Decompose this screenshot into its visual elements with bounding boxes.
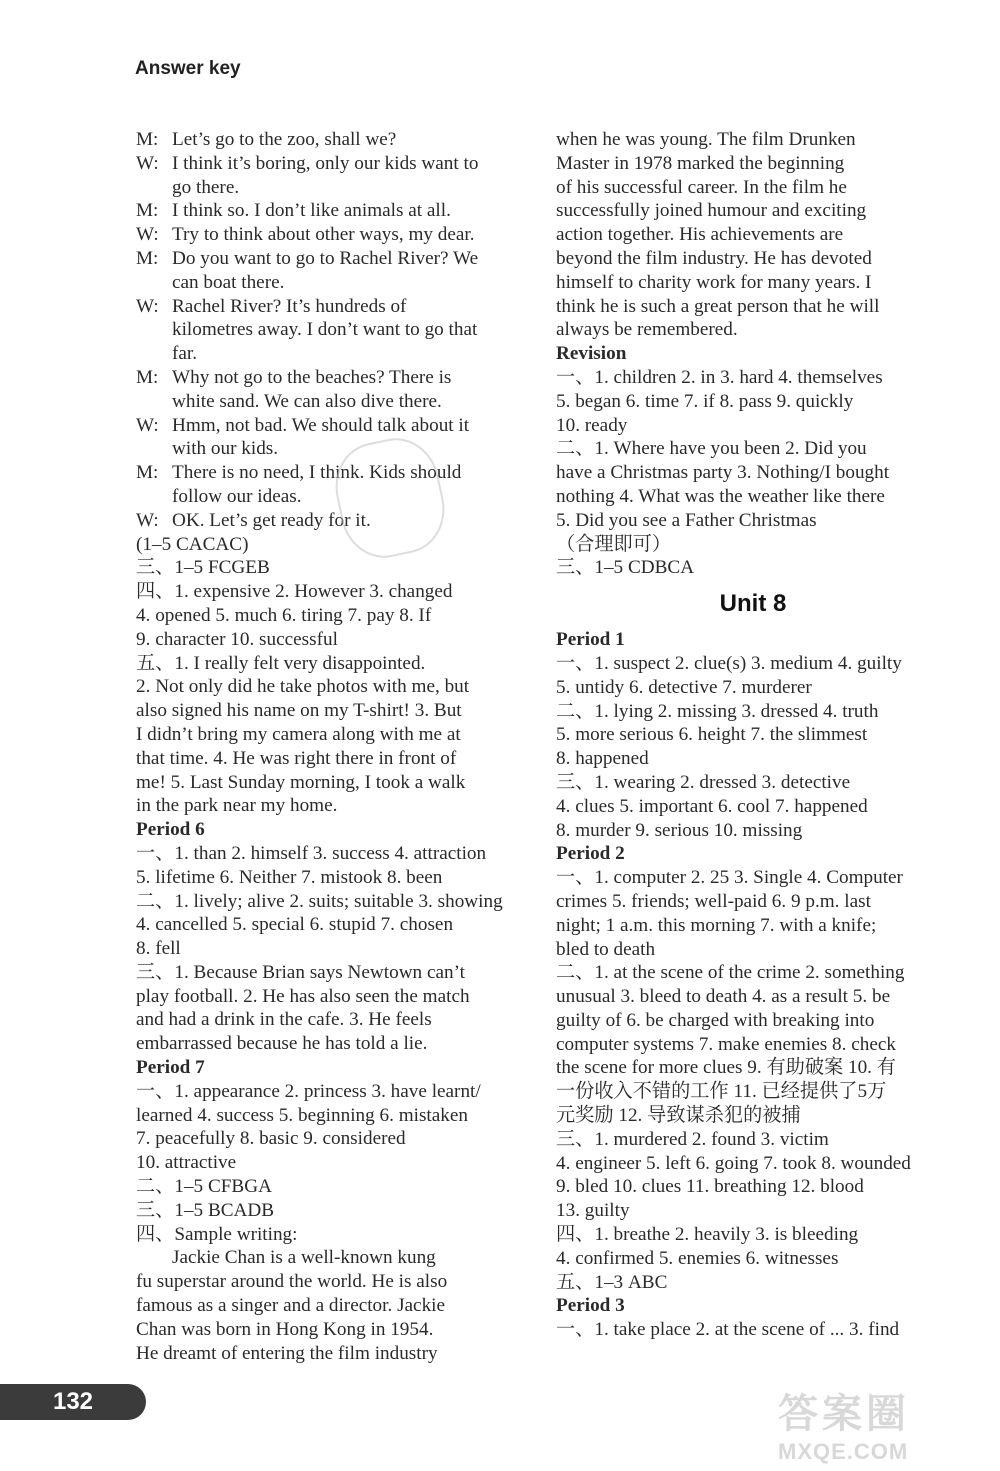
answer-line: 13. guilty bbox=[556, 1200, 630, 1222]
answer-line: 一、1. appearance 2. princess 3. have learnt/ bbox=[136, 1080, 481, 1102]
answer-line: also signed his name on my T-shirt! 3. But bbox=[136, 700, 462, 722]
dialogue-line bbox=[136, 461, 528, 485]
dialogue-continuation: far. bbox=[172, 343, 198, 365]
answer-line: 三、1–5 CDBCA bbox=[556, 557, 695, 579]
answer-line: 二、1. at the scene of the crime 2. something bbox=[556, 962, 905, 984]
answer-line: 三、1–5 BCADB bbox=[136, 1199, 275, 1221]
section-heading: Period 7 bbox=[136, 1057, 205, 1079]
answer-line: 元奖励 12. 导致谋杀犯的被捕 bbox=[556, 1105, 801, 1127]
speaker-label: M: bbox=[136, 366, 159, 388]
dialogue-continuation: with our kids. bbox=[172, 438, 279, 460]
speaker-label: M: bbox=[136, 462, 159, 484]
answer-line: 五、1. I really felt very disappointed. bbox=[136, 652, 426, 674]
speaker-label: W: bbox=[136, 224, 159, 246]
answer-line: 一、1. than 2. himself 3. success 4. attraction bbox=[136, 842, 487, 864]
answer-line: 一、1. computer 2. 25 3. Single 4. Computer bbox=[556, 867, 903, 889]
answer-line: that time. 4. He was right there in front of bbox=[136, 747, 457, 769]
dialogue-line bbox=[136, 414, 528, 438]
answer-line: 四、1. expensive 2. However 3. changed bbox=[136, 581, 453, 603]
answer-line: me! 5. Last Sunday morning, I took a walk bbox=[136, 771, 466, 793]
dialogue-line bbox=[136, 366, 528, 390]
answer-line: action together. His achievements are bbox=[556, 224, 844, 246]
dialogue-text: Why not go to the beaches? There is bbox=[172, 366, 452, 388]
answer-line: 一、1. children 2. in 3. hard 4. themselves bbox=[556, 366, 883, 388]
answer-line: 4. confirmed 5. enemies 6. witnesses bbox=[556, 1247, 839, 1269]
answer-line: 三、1–5 FCGEB bbox=[136, 557, 270, 579]
answer-line: night; 1 a.m. this morning 7. with a knife; bbox=[556, 914, 877, 936]
unit-title: Unit 8 bbox=[719, 590, 787, 618]
answer-line: 4. clues 5. important 6. cool 7. happened bbox=[556, 795, 868, 817]
answer-line: 一份收入不错的工作 11. 已经提供了5万 bbox=[556, 1081, 887, 1103]
answer-line: 一、1. suspect 2. clue(s) 3. medium 4. guilty bbox=[556, 652, 902, 674]
answer-line: 5. Did you see a Father Christmas bbox=[556, 509, 817, 531]
answer-line: computer systems 7. make enemies 8. check bbox=[556, 1033, 896, 1055]
section-heading: Period 6 bbox=[136, 819, 205, 841]
answer-line: 8. fell bbox=[136, 938, 181, 960]
answer-line: crimes 5. friends; well-paid 6. 9 p.m. last bbox=[556, 890, 871, 912]
page-header: Answer key bbox=[135, 58, 241, 79]
answer-line: 9. bled 10. clues 11. breathing 12. blood bbox=[556, 1176, 864, 1198]
answer-line: I didn’t bring my camera along with me at bbox=[136, 723, 461, 745]
answer-line: beyond the film industry. He has devoted bbox=[556, 247, 872, 269]
answer-line: 二、1. lying 2. missing 3. dressed 4. truth bbox=[556, 700, 879, 722]
answer-line: play football. 2. He has also seen the match bbox=[136, 985, 470, 1007]
dialogue-text: I think it’s boring, only our kids want to bbox=[172, 152, 479, 174]
answer-line: himself to charity work for many years. I bbox=[556, 271, 872, 293]
answer-line: 二、1. Where have you been 2. Did you bbox=[556, 438, 867, 460]
section-heading: Period 2 bbox=[556, 843, 625, 865]
speaker-label: M: bbox=[136, 129, 159, 150]
answer-line: think he is such a great person that he will bbox=[556, 295, 880, 317]
dialogue-continuation: follow our ideas. bbox=[172, 485, 302, 507]
answer-line: 三、1. Because Brian says Newtown can’t bbox=[136, 961, 465, 983]
answer-line: in the park near my home. bbox=[136, 795, 338, 817]
dialogue-line bbox=[136, 128, 528, 152]
answer-line: have a Christmas party 3. Nothing/I bought bbox=[556, 462, 890, 484]
dialogue-continuation: kilometres away. I don’t want to go that bbox=[172, 319, 478, 341]
right-column bbox=[556, 128, 950, 1342]
answer-line: 5. lifetime 6. Neither 7. mistook 8. been bbox=[136, 866, 443, 888]
paragraph-start: Jackie Chan is a well-known kung bbox=[172, 1247, 436, 1269]
answer-line: 5. untidy 6. detective 7. murderer bbox=[556, 676, 812, 698]
answer-line: and had a drink in the cafe. 3. He feels bbox=[136, 1009, 432, 1031]
dialogue-line bbox=[136, 199, 528, 223]
dialogue-text: I think so. I don’t like animals at all. bbox=[172, 200, 451, 222]
dialogue-line bbox=[136, 223, 528, 247]
answer-line: 8. happened bbox=[556, 748, 649, 770]
answer-line: successfully joined humour and exciting bbox=[556, 200, 867, 222]
watermark-url: MXQE.COM bbox=[778, 1439, 909, 1464]
speaker-label: W: bbox=[136, 295, 159, 317]
speaker-label: M: bbox=[136, 247, 159, 269]
dialogue-continuation: go there. bbox=[172, 176, 240, 198]
answer-line: famous as a singer and a director. Jackie bbox=[136, 1295, 446, 1317]
dialogue-text: Do you want to go to Rachel River? We bbox=[172, 247, 479, 269]
dialogue-text: There is no need, I think. Kids should bbox=[172, 462, 462, 484]
answer-line: always be remembered. bbox=[556, 319, 738, 341]
answer-line: 9. character 10. successful bbox=[136, 628, 338, 650]
dialogue-continuation: can boat there. bbox=[172, 271, 285, 293]
dialogue-line bbox=[136, 295, 528, 319]
answer-line: 10. ready bbox=[556, 414, 628, 436]
answer-line: 8. murder 9. serious 10. missing bbox=[556, 819, 803, 841]
answer-line: nothing 4. What was the weather like there bbox=[556, 485, 885, 507]
answer-line: 一、1. take place 2. at the scene of ... 3. find bbox=[556, 1319, 900, 1341]
answer-line: 5. more serious 6. height 7. the slimmest bbox=[556, 724, 868, 746]
dialogue-line bbox=[136, 247, 528, 271]
answer-line: 二、1. lively; alive 2. suits; suitable 3. showing bbox=[136, 890, 503, 912]
section-heading: Revision bbox=[556, 343, 627, 365]
answer-line: 5. began 6. time 7. if 8. pass 9. quickly bbox=[556, 390, 854, 412]
watermark-text: 答案圈 bbox=[778, 1392, 910, 1436]
answer-line: embarrassed because he has told a lie. bbox=[136, 1033, 428, 1055]
dialogue-text: OK. Let’s get ready for it. bbox=[172, 509, 371, 531]
speaker-label: M: bbox=[136, 200, 159, 222]
dialogue-text: Let’s go to the zoo, shall we? bbox=[172, 129, 397, 150]
dialogue-text: Rachel River? It’s hundreds of bbox=[172, 295, 407, 317]
speaker-label: W: bbox=[136, 152, 159, 174]
answer-line: 五、1–3 ABC bbox=[556, 1271, 668, 1293]
answer-line: 三、1. wearing 2. dressed 3. detective bbox=[556, 771, 851, 793]
answer-line: when he was young. The film Drunken bbox=[556, 129, 856, 150]
dialogue-continuation: white sand. We can also dive there. bbox=[172, 390, 442, 412]
watermark-logo bbox=[778, 1382, 988, 1466]
answer-line: 10. attractive bbox=[136, 1152, 237, 1174]
answer-line: 四、Sample writing: bbox=[136, 1223, 298, 1245]
section-heading: Period 1 bbox=[556, 629, 625, 651]
dialogue-text: Hmm, not bad. We should talk about it bbox=[172, 414, 470, 436]
answer-line: 2. Not only did he take photos with me, but bbox=[136, 676, 470, 698]
page-number: 132 bbox=[0, 1384, 146, 1420]
answer-line: 7. peacefully 8. basic 9. considered bbox=[136, 1128, 406, 1150]
answer-line: 四、1. breathe 2. heavily 3. is bleeding bbox=[556, 1224, 859, 1246]
dialogue-line bbox=[136, 152, 528, 176]
answer-line: 三、1. murdered 2. found 3. victim bbox=[556, 1128, 829, 1150]
answer-line: (1–5 CACAC) bbox=[136, 533, 249, 555]
speaker-label: W: bbox=[136, 414, 159, 436]
answer-line: fu superstar around the world. He is also bbox=[136, 1271, 448, 1293]
answer-line: 4. opened 5. much 6. tiring 7. pay 8. If bbox=[136, 604, 432, 626]
answer-line: bled to death bbox=[556, 938, 656, 960]
answer-line: 4. cancelled 5. special 6. stupid 7. chosen bbox=[136, 914, 454, 936]
answer-line: Master in 1978 marked the beginning bbox=[556, 152, 845, 174]
section-heading: Period 3 bbox=[556, 1295, 625, 1317]
answer-line: of his successful career. In the film he bbox=[556, 176, 847, 198]
left-column bbox=[136, 128, 528, 1365]
dialogue-line bbox=[136, 509, 528, 533]
answer-line: the scene for more clues 9. 有助破案 10. 有 bbox=[556, 1057, 896, 1079]
answer-line: learned 4. success 5. beginning 6. mistaken bbox=[136, 1104, 468, 1126]
answer-line: 4. engineer 5. left 6. going 7. took 8. wounded bbox=[556, 1152, 911, 1174]
answer-line: He dreamt of entering the film industry bbox=[136, 1342, 438, 1364]
answer-line: （合理即可） bbox=[556, 533, 672, 555]
speaker-label: W: bbox=[136, 509, 159, 531]
answer-line: 二、1–5 CFBGA bbox=[136, 1176, 272, 1198]
answer-line: unusual 3. bleed to death 4. as a result 5. be bbox=[556, 986, 891, 1008]
dialogue-text: Try to think about other ways, my dear. bbox=[172, 224, 475, 246]
answer-line: Chan was born in Hong Kong in 1954. bbox=[136, 1318, 434, 1340]
answer-line: guilty of 6. be charged with breaking into bbox=[556, 1009, 875, 1031]
